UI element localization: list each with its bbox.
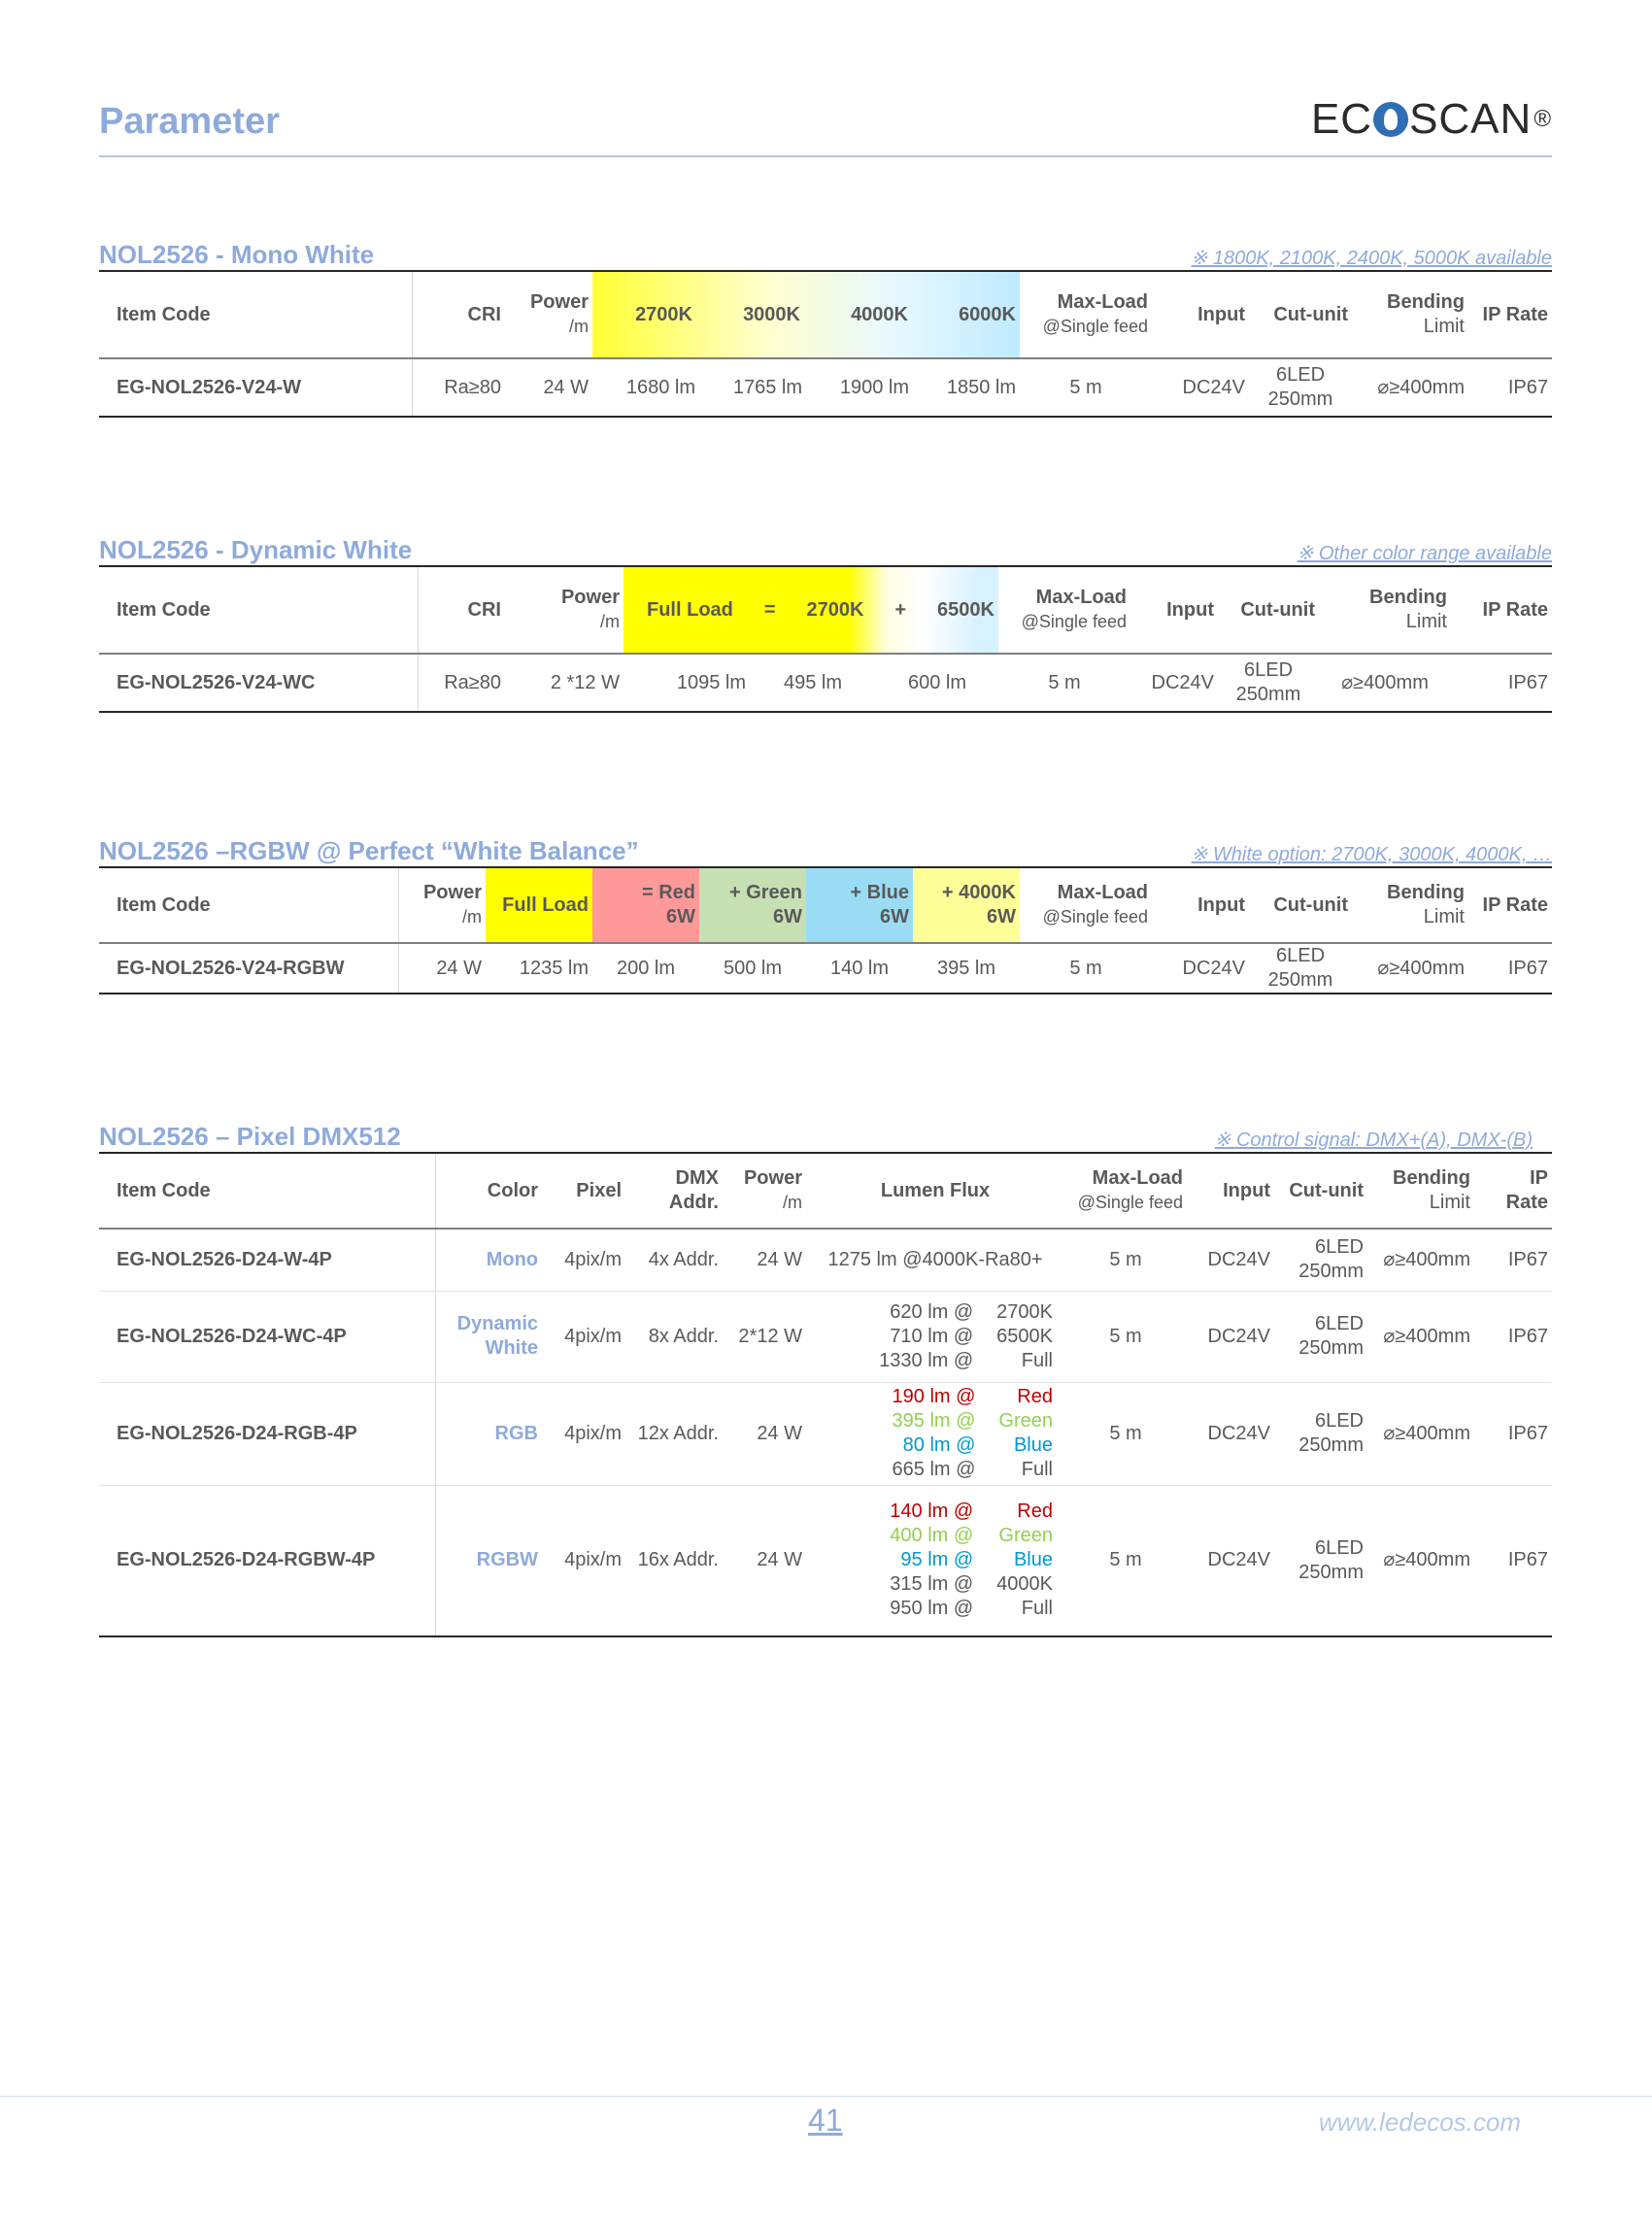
pixel-value: 4pix/m [564,1422,622,1444]
mono-white-title: NOL2526 - Mono White [99,240,375,269]
max-load-value: 5 m [1069,957,1102,979]
col-max-load-sub: @Single feed [1077,1193,1183,1212]
power-value: 24 W [757,1422,802,1444]
col-cut-unit: Cut-unit [1289,1179,1364,1201]
col-blue [806,867,913,943]
flux-line: 665 lm @ [892,1459,976,1480]
cut-unit-value [1249,358,1352,417]
col-6000k: 6000K [959,303,1016,325]
mono-white-note: ※ 1800K, 2100K, 2400K, 5000K available [1191,248,1552,269]
dmx-value: 16x Addr. [637,1549,719,1571]
rgbw-note: ※ White option: 2700K, 3000K, 4000K, … [1191,844,1552,865]
col-max-load-sub: @Single feed [1042,907,1148,927]
header-rule [99,155,1552,157]
col-ip-label: IP [1530,1167,1548,1189]
pixel-dmx-header-row [99,1153,1552,1229]
col-4000k-power: 6W [987,906,1016,927]
flux-tag: 6500K [996,1325,1053,1347]
lumen-3000k: 1765 lm [732,376,802,398]
ip-value: IP67 [1507,1422,1548,1444]
col-max-load-sub: @Single feed [1042,317,1148,336]
item-code: EG-NOL2526-V24-RGBW [99,943,398,994]
col-color: Color [487,1179,538,1201]
col-pixel: Pixel [576,1179,622,1201]
table-row [99,1229,1552,1291]
max-load-value: 5 m [1048,671,1081,693]
col-bending-label: Bending [1387,291,1465,313]
input-value: DC24V [1207,1549,1270,1571]
power-value: 24 W [543,376,589,398]
col-green [699,867,806,943]
flux-tag: Green [998,1525,1053,1547]
cut-unit-led: 6LED [1243,659,1294,681]
col-power-unit: /m [600,612,620,631]
ecoscan-logo [1311,95,1552,144]
cut-unit-value [1274,1485,1367,1636]
col-input: Input [1166,598,1214,621]
flux-line: 80 lm @ [902,1434,976,1456]
cri-value: Ra≥80 [444,376,501,398]
power-value: 24 W [757,1248,802,1270]
load-header-band [624,566,998,654]
item-code: EG-NOL2526-D24-W-4P [99,1229,435,1291]
col-max-load [1064,1153,1187,1229]
dynamic-white-table [99,565,1552,713]
flux-line: 95 lm @ [900,1549,974,1571]
cri-value: Ra≥80 [444,671,501,693]
dynamic-white-section [99,536,1552,713]
flux-line: 710 lm @ [890,1325,974,1347]
flux-line: 395 lm @ [892,1410,976,1432]
logo-text-left: EC [1310,95,1373,143]
col-max-load [998,566,1130,654]
lumen-flux-value [806,1291,1064,1382]
col-power-unit: /m [462,907,482,927]
col-ip-sub: Rate [1505,1192,1548,1213]
col-bending [1367,1153,1474,1229]
cut-unit-led: 6LED [1314,1313,1364,1334]
col-6500k: 6500K [937,598,995,621]
col-power [505,271,592,358]
color-value: Mono [486,1248,538,1270]
cut-unit-length: 250mm [1267,969,1333,991]
col-item-code: Item Code [99,271,412,358]
max-load-value: 5 m [1109,1248,1142,1270]
item-code: EG-NOL2526-D24-WC-4P [99,1291,435,1382]
table-row [99,1291,1552,1382]
col-bending-label: Bending [1387,882,1465,903]
col-max-load-label: Max-Load [1035,587,1127,608]
lumen-full-load: 1095 lm [676,671,746,693]
rgbw-header-row [99,867,1552,943]
pixel-dmx-note: ※ Control signal: DMX+(A), DMX-(B) [1214,1129,1533,1151]
lumen-full-load: 1235 lm [519,957,589,979]
col-2700k: 2700K [635,303,692,325]
flux-tag: Red [1017,1500,1053,1523]
flux-tag: Full [1021,1459,1053,1480]
logo-text-right: SCAN [1409,95,1533,143]
color-value-line2: White [485,1337,538,1359]
dynamic-white-header-row [99,566,1552,654]
cut-unit-length: 250mm [1298,1434,1364,1456]
rgbw-title: NOL2526 –RGBW @ Perfect “White Balance” [99,836,639,865]
col-blue-label: + Blue [850,882,909,903]
power-value: 2*12 W [738,1325,802,1347]
col-power-label: Power [743,1167,802,1189]
cut-unit-length: 250mm [1235,684,1301,705]
col-dmx-sub: Addr. [668,1192,719,1213]
power-value: 2 *12 W [550,671,620,693]
table-row [99,1382,1552,1485]
color-value: RGBW [476,1549,538,1571]
col-power-label: Power [560,587,620,608]
ip-value: IP67 [1507,376,1548,398]
ip-value: IP67 [1507,1549,1548,1571]
col-full-load: Full Load [486,867,592,943]
cut-unit-value [1274,1229,1367,1291]
pixel-dmx-section [99,1123,1552,1637]
max-load-value: 5 m [1109,1549,1142,1571]
lumen-green: 500 lm [723,957,783,979]
col-bending-label: Bending [1393,1167,1470,1189]
logo-drop-icon [1373,102,1408,137]
lumen-4000k: 395 lm [936,957,996,979]
col-cri: CRI [467,598,501,621]
max-load-value: 5 m [1069,376,1102,398]
col-bending-sub: Limit [1429,1192,1470,1213]
item-code: EG-NOL2526-V24-WC [99,654,418,712]
col-bending [1319,566,1451,654]
color-value [435,1291,542,1382]
col-ip-rate: IP Rate [1482,893,1548,916]
col-cut-unit: Cut-unit [1240,598,1315,621]
col-cut-unit: Cut-unit [1273,893,1348,916]
table-row [99,1485,1552,1636]
flux-line: 190 lm @ [892,1386,976,1407]
equals-sign: = [763,598,776,621]
cut-unit-value [1274,1291,1367,1382]
lumen-6500k: 600 lm [907,671,967,693]
col-red-power: 6W [666,906,695,927]
col-input: Input [1197,303,1245,325]
bending-value: ⌀≥400mm [1377,376,1465,398]
cut-unit-value [1218,654,1319,712]
col-bending-sub: Limit [1423,316,1465,337]
pixel-dmx-title: NOL2526 – Pixel DMX512 [99,1122,401,1151]
bending-value: ⌀≥400mm [1377,957,1465,979]
flux-line: 315 lm @ [890,1573,974,1596]
table-row [99,943,1552,994]
input-value: DC24V [1182,376,1245,398]
col-2700k: 2700K [806,598,864,621]
lumen-blue: 140 lm [829,957,890,979]
col-bending [1352,271,1468,358]
lumen-red: 200 lm [616,957,676,979]
cut-unit-length: 250mm [1267,388,1333,410]
col-input: Input [1197,893,1245,916]
flux-tag: Full [1021,1598,1053,1620]
item-code: EG-NOL2526-D24-RGBW-4P [99,1485,435,1636]
col-red-label: = Red [641,882,695,903]
col-power-unit: /m [783,1193,802,1212]
col-ip-rate: IP Rate [1482,303,1548,325]
col-max-load-label: Max-Load [1057,882,1148,903]
item-code: EG-NOL2526-D24-RGB-4P [99,1382,435,1485]
cct-header-band [592,271,1020,358]
col-green-power: 6W [773,906,802,927]
color-value-line1: Dynamic [456,1313,538,1334]
col-power [505,566,624,654]
bending-value: ⌀≥400mm [1341,671,1429,693]
flux-tag: Full [1021,1349,1053,1371]
plus-sign: + [894,598,907,621]
col-4000k [913,867,1020,943]
col-item-code: Item Code [99,867,398,943]
col-green-label: + Green [728,882,802,903]
col-power [398,867,486,943]
input-value: DC24V [1151,671,1214,693]
col-bending-sub: Limit [1405,611,1447,632]
col-input: Input [1223,1179,1270,1201]
mono-white-header-row [99,271,1552,358]
col-4000k: 4000K [851,303,908,325]
col-bending-label: Bending [1369,587,1447,608]
col-bending [1352,867,1468,943]
col-dmx [625,1153,723,1229]
pixel-value: 4pix/m [564,1325,622,1347]
flux-tag: 2700K [996,1300,1053,1323]
flux-tag: Green [998,1410,1053,1432]
col-cut-unit: Cut-unit [1273,303,1348,325]
ip-value: IP67 [1507,671,1548,693]
cut-unit-led: 6LED [1275,364,1326,386]
pixel-value: 4pix/m [564,1549,622,1571]
flux-line: 140 lm @ [890,1500,974,1523]
flux-line: 1330 lm @ [879,1349,974,1371]
col-4000k-label: + 4000K [941,882,1016,903]
lumen-flux-value [806,1382,1064,1485]
lumen-6000k: 1850 lm [946,376,1016,398]
cut-unit-led: 6LED [1314,1236,1364,1259]
max-load-value: 5 m [1109,1325,1142,1347]
ip-value: IP67 [1507,1325,1548,1347]
mono-white-table [99,270,1552,418]
col-max-load-sub: @Single feed [1021,612,1127,631]
bending-value: ⌀≥400mm [1383,1422,1470,1444]
col-ip-rate [1474,1153,1552,1229]
flux-line: 620 lm @ [890,1300,974,1323]
input-value: DC24V [1207,1248,1270,1270]
flux-tag: Blue [1013,1549,1053,1571]
lumen-2700k: 1680 lm [625,376,695,398]
cut-unit-led: 6LED [1275,945,1326,966]
cut-unit-value [1274,1382,1367,1485]
website-url[interactable]: www.ledecos.com [1318,2107,1521,2137]
col-3000k: 3000K [743,303,800,325]
table-row [99,358,1552,417]
rgbw-table [99,866,1552,995]
rgbw-section [99,837,1552,995]
table-row [99,654,1552,712]
logo-registered-mark: ® [1534,106,1552,132]
dynamic-white-title: NOL2526 - Dynamic White [99,535,413,564]
col-max-load-label: Max-Load [1057,291,1148,313]
cut-unit-length: 250mm [1298,1561,1364,1583]
col-item-code: Item Code [99,566,418,654]
lumen-flux-value: 1275 lm @4000K-Ra80+ [827,1248,1043,1270]
cut-unit-value [1249,943,1352,994]
cut-unit-length: 250mm [1298,1337,1364,1359]
col-power-label: Power [422,882,482,903]
col-power-unit: /m [569,317,589,336]
col-blue-power: 6W [880,906,909,927]
dmx-value: 12x Addr. [637,1422,719,1444]
dmx-value: 8x Addr. [648,1325,719,1347]
bending-value: ⌀≥400mm [1383,1549,1470,1571]
flux-tag: Blue [1013,1434,1053,1456]
lumen-flux-value [806,1485,1064,1636]
power-value: 24 W [757,1549,802,1571]
input-value: DC24V [1207,1325,1270,1347]
flux-tag: Red [1017,1386,1053,1407]
col-power [723,1153,806,1229]
input-value: DC24V [1182,957,1245,979]
max-load-value: 5 m [1109,1422,1142,1444]
color-value: RGB [494,1422,538,1444]
mono-white-section [99,241,1552,418]
col-lumen-flux: Lumen Flux [880,1179,991,1201]
bending-value: ⌀≥400mm [1383,1248,1470,1270]
col-red [592,867,699,943]
bending-value: ⌀≥400mm [1383,1325,1470,1347]
col-cri: CRI [467,303,501,325]
input-value: DC24V [1207,1422,1270,1444]
dynamic-white-note: ※ Other color range available [1297,543,1552,564]
item-code: EG-NOL2526-V24-W [99,358,412,417]
col-max-load-label: Max-Load [1092,1167,1183,1189]
ip-value: IP67 [1507,1248,1548,1270]
page-number: 41 [808,2103,843,2138]
col-dmx-label: DMX [675,1167,719,1189]
pixel-dmx-table [99,1152,1552,1637]
col-bending-sub: Limit [1423,906,1465,927]
dmx-value: 4x Addr. [648,1248,719,1270]
col-full-load: Full Load [647,598,733,621]
col-item-code: Item Code [99,1153,435,1229]
col-ip-rate: IP Rate [1482,598,1548,621]
col-max-load [1020,867,1152,943]
pixel-value: 4pix/m [564,1248,622,1270]
flux-line: 400 lm @ [890,1525,974,1547]
col-power-label: Power [529,291,589,313]
lumen-2700k: 495 lm [783,671,843,693]
ip-value: IP67 [1507,957,1548,979]
cut-unit-led: 6LED [1314,1410,1364,1432]
cut-unit-length: 250mm [1298,1261,1364,1283]
col-max-load [1020,271,1152,358]
footer-rule [0,2096,1652,2097]
flux-tag: 4000K [996,1573,1053,1596]
flux-line: 950 lm @ [890,1598,974,1620]
page-title: Parameter [99,101,280,142]
cut-unit-led: 6LED [1314,1536,1364,1559]
lumen-4000k: 1900 lm [839,376,909,398]
power-value: 24 W [436,957,482,979]
